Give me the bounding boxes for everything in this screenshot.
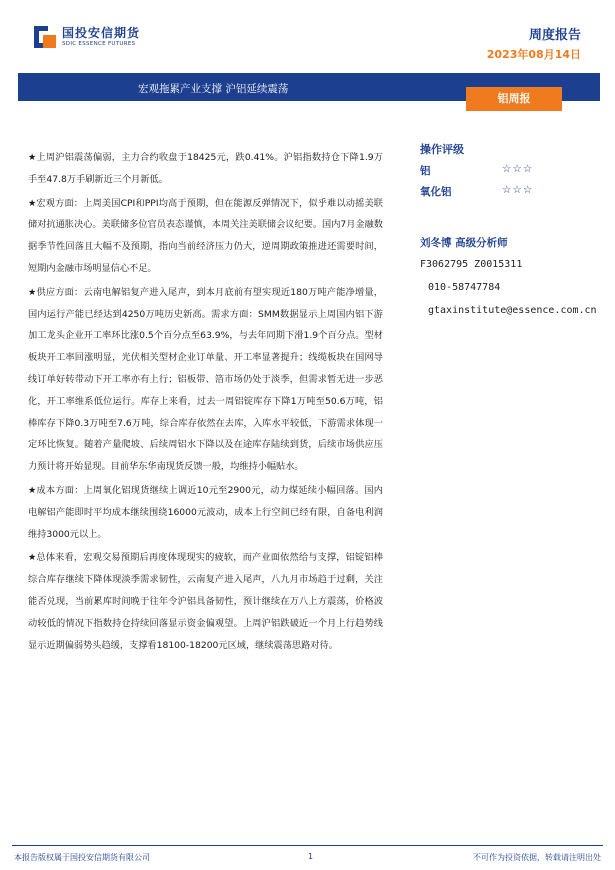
paragraph-macro: ★宏观方面：上周美国CPI和PPI均高于预期，但在能源反弹情况下，似乎难以动摇美联储对抗通胀决心。美联储多位官员表态谨慎，本周关注美联储会议纪要。国内7月金融数据季节性回落且大幅不及预期，指向当前经济压力仍大，逆周期政策推进还需要时间，短期内金融市场明显信心不足。 <box>28 197 383 274</box>
analyst-email: gtaxinstitute@essence.com.cn <box>428 305 597 316</box>
footer-disclaimer: 不可作为投资依据，转载请注明出处 <box>473 853 601 862</box>
rating-row-aluminum <box>420 163 610 178</box>
paragraph-summary: ★总体来看，宏观交易预期后再度体现现实的疲软，而产业面依然给与支撑，铝锭铝棒综合库存继续下降体现淡季需求韧性，云南复产进入尾声，八九月市场趋于过剩，关注能否兑现，当前累库时间晚于往年令沪铝具备韧性，预计继续在万八上方震荡，价格波动较低的情况下指数持仓持续回落显示资金偏观望。上周沪铝跌破近一个月上行趋势线显示近期偏弱势头趋缓，支撑看18100-18200元区域，继续震荡思路对待。 <box>28 552 383 651</box>
paragraph-market: ★上周沪铝震荡偏弱，主力合约收盘于18425元，跌0.41%。沪铝指数持仓下降1.9万手至47.8万手刷新近三个月新低。 <box>28 152 383 185</box>
analyst-name: 刘冬博 高级分析师 <box>420 237 508 249</box>
analyst-phone: 010-58747784 <box>428 282 501 293</box>
main-body <box>28 147 383 658</box>
star-rating-icon: ☆☆☆ <box>502 184 534 196</box>
rating-name: 氧化铝 <box>420 186 452 198</box>
paragraph-supply: ★供应方面：云南电解铝复产进入尾声，到本月底前有望实现近180万吨产能净增量，国内运行产能已经达到4250万吨历史新高。需求方面：SMM数据显示上周国内铝下游加工龙头企业开工率环比涨0.5个百分点至63.9%，与去年同期下滑1.9个百分点。型材板块开工率回涨明显，光伏相关型材企业订单量、开工率显著提升；线缆板块在国网导线订单好转带动下开工率亦有上行；铝板带、箔市场仍处于淡季，但需求暂无进一步恶化，开工率维系低位运行。库存上来看，过去一周铝锭库存下降1万吨至50.6万吨，铝棒库存下降0.3万吨至7.6万吨，综合库存依然在去库，入库水平较低，下游需求体现一定环比恢复。随着产量爬坡、后续周铝水下降以及在途库存陆续到货，后续市场供应压力预计将开始显现。目前华东华南现货反馈一般，均维持小幅贴水。 <box>28 286 383 473</box>
page-number: 1 <box>308 852 314 861</box>
rating-name: 铝 <box>420 165 431 177</box>
analyst-license: F3062795 Z0015311 <box>420 259 523 270</box>
report-date: 2023年08月14日 <box>486 48 581 61</box>
logo-name-en: SDIC ESSENCE FUTURES <box>62 40 136 47</box>
footer-copyright: 本报告版权属于国投安信期货有限公司 <box>14 853 150 862</box>
category-tag: 铝周报 <box>466 87 562 111</box>
logo-mark-icon <box>34 26 56 48</box>
paragraph-cost: ★成本方面：上周氧化铝现货继续上调近10元至2900元，动力煤延续小幅回落。国内电解铝产能即时平均成本继续围绕16000元波动，成本上行空间已经有限，自备电利润维持3000元以上。 <box>28 484 383 540</box>
sidebar <box>420 141 610 319</box>
rating-title: 操作评级 <box>420 143 464 156</box>
star-rating-icon: ☆☆☆ <box>502 163 534 175</box>
rating-row-alumina <box>420 184 610 199</box>
company-logo <box>34 26 140 48</box>
report-title: 宏观拖累产业支撑 沪铝延续震荡 <box>138 83 289 95</box>
footer-divider <box>12 845 603 846</box>
report-type: 周度报告 <box>528 28 581 43</box>
logo-name-cn: 国投安信期货 <box>62 25 141 40</box>
